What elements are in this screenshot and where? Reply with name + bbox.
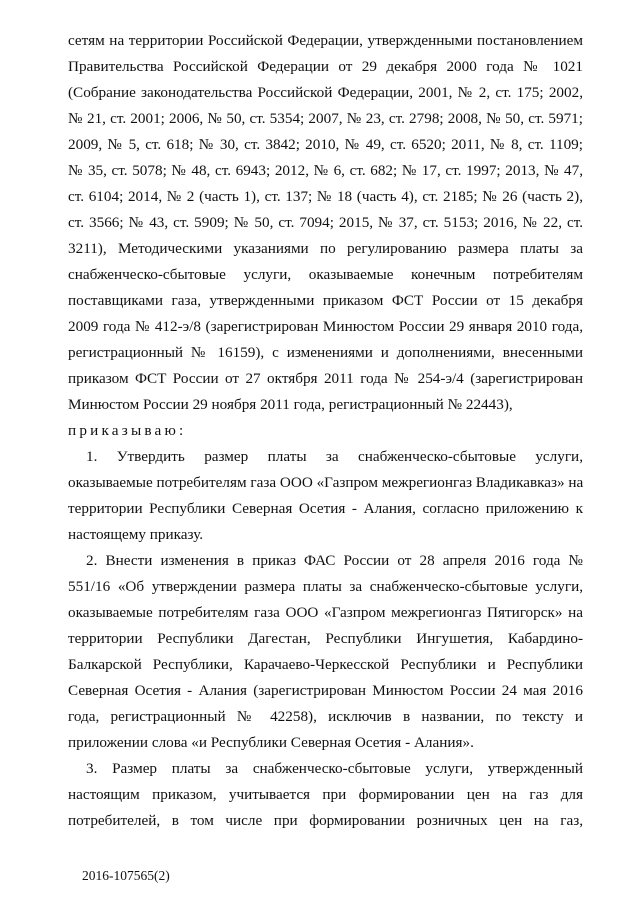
text-line: (Собрание законодательства Российской Федерации, 2001, № 2, ст. 175; 2002, (68, 84, 583, 101)
text-line: 551/16 «Об утверждении размера платы за снабженческо-сбытовые услуги, (68, 578, 583, 595)
clause-2-start: 2. Внести изменения в приказ ФАС России от 28 апреля 2016 года № (86, 552, 583, 569)
text-line: территории Республики Дагестан, Республики Ингушетия, Кабардино- (68, 630, 583, 647)
text-line: Минюстом России 29 ноября 2011 года, регистрационный № 22443), (68, 396, 513, 413)
text-line: ст. 3566; № 43, ст. 5909; № 50, ст. 7094; 2015, № 37, ст. 5153; 2016, № 22, ст. (68, 214, 583, 231)
text-line: приказом ФСТ России от 27 октября 2011 года № 254-э/4 (зарегистрирован (68, 370, 583, 387)
text-line: 2009, № 5, ст. 618; № 30, ст. 3842; 2010, № 49, ст. 6520; 2011, № 8, ст. 1109; (68, 136, 583, 153)
text-line: Балкарской Республики, Карачаево-Черкесской Республики и Республики (68, 656, 583, 673)
text-line: 3211), Методическими указаниями по регулированию размера платы за (68, 240, 583, 257)
order-word: приказываю: (68, 422, 187, 439)
text-line: снабженческо-сбытовые услуги, оказываемые конечным потребителям (68, 266, 583, 283)
text-line: Северная Осетия - Алания (зарегистрирован Минюстом России 24 мая 2016 (68, 682, 583, 699)
text-line: № 35, ст. 5078; № 48, ст. 6943; 2012, № 6, ст. 682; № 17, ст. 1997; 2013, № 47, (68, 162, 583, 179)
text-line: года, регистрационный № 42258), исключив в названии, по тексту и (68, 708, 583, 725)
text-line: потребителей, в том числе при формировании розничных цен на газ, (68, 812, 583, 829)
text-line: оказываемые потребителям газа ООО «Газпром межрегионгаз Владикавказ» на (68, 474, 584, 491)
clause-3-start: 3. Размер платы за снабженческо-сбытовые услуги, утвержденный (86, 760, 583, 777)
text-line: оказываемые потребителям газа ООО «Газпром межрегионгаз Пятигорск» на (68, 604, 583, 621)
text-line: настоящим приказом, учитывается при формировании цен на газ для (68, 786, 583, 803)
text-line: 2009 года № 412-э/8 (зарегистрирован Минюстом России 29 января 2010 года, (68, 318, 583, 335)
document-id: 2016-107565(2) (82, 868, 170, 883)
text-line: территории Республики Северная Осетия - Алания, согласно приложению к (68, 500, 583, 517)
text-line: поставщиками газа, утвержденными приказом ФСТ России от 15 декабря (68, 292, 583, 309)
text-line: ст. 6104; 2014, № 2 (часть 1), ст. 137; № 18 (часть 4), ст. 2185; № 26 (часть 2), (68, 188, 583, 205)
text-line: № 21, ст. 2001; 2006, № 50, ст. 5354; 2007, № 23, ст. 2798; 2008, № 50, ст. 5971; (68, 110, 583, 127)
text-line: регистрационный № 16159), с изменениями и дополнениями, внесенными (68, 344, 583, 361)
clause-1-start: 1. Утвердить размер платы за снабженческо-сбытовые услуги, (86, 448, 583, 465)
text-line: сетям на территории Российской Федерации, утвержденными постановлением (68, 32, 583, 49)
text-line: Правительства Российской Федерации от 29 декабря 2000 года № 1021 (68, 58, 583, 75)
text-line: приложении слова «и Республики Северная Осетия - Алания». (68, 734, 474, 751)
text-line: настоящему приказу. (68, 526, 204, 543)
